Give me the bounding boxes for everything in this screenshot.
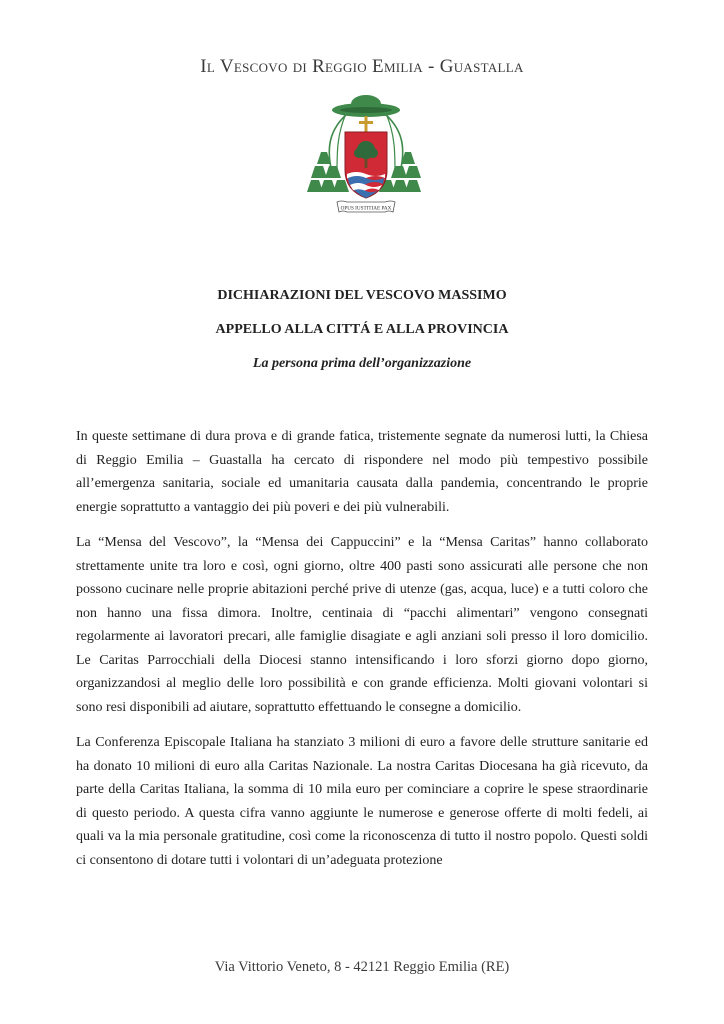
body-text — [76, 425, 648, 884]
title-line-1: DICHIARAZIONI DEL VESCOVO MASSIMO — [217, 288, 507, 303]
footer-address: Via Vittorio Veneto, 8 - 42121 Reggio Emilia (RE) — [214, 959, 510, 975]
paragraph-1: In queste settimane di dura prova e di grande fatica, tristemente segnate da numerosi lutti, la Chiesa di Reggio Emilia – Guastalla ha cercato di rispondere nel modo più tempestivo possibile all’emergenza sanitaria, sociale ed umanitaria causata dalla pandemia, concentrando le proprie energie soprattutto a vantaggio dei più poveri e dei più vulnerabili. — [76, 429, 648, 515]
paragraph-2: La “Mensa del Vescovo”, la “Mensa dei Cappuccini” e la “Mensa Caritas” hanno collaborato strettamente unite tra loro e così, ogni giorno, oltre 400 pasti sono assicurati alle persone che non possono cucinare nelle proprie abitazioni perché prive di utenze (gas, acqua, luce) e a tutti coloro che non hanno una fissa dimora. Inoltre, centinaia di “pacchi alimentari” vengono consegnati regolarmente ai lavoratori precari, alle famiglie disagiate e agli anziani soli presso il loro domicilio. Le Caritas Parrocchiali della Diocesi stanno intensificando i loro sforzi giorno dopo giorno, organizzandosi al meglio delle loro possibilità e con grande efficienza. Molti giovani volontari si sono resi disponibili ad aiutare, soprattutto effettuando le consegne a domicilio. — [76, 535, 648, 715]
subtitle: La persona prima dell’organizzazione — [252, 356, 472, 371]
episcopal-coat-of-arms — [307, 90, 425, 225]
letterhead-title: Il Vescovo di Reggio Emilia - Guastalla — [200, 56, 524, 77]
paragraph-3: La Conferenza Episcopale Italiana ha stanziato 3 milioni di euro a favore delle strutture sanitarie ed ha donato 10 milioni di euro alla Caritas Nazionale. La nostra Caritas Diocesana ha già ricevuto, da parte della Caritas Italiana, la somma di 10 mila euro per cominciare a coprire le spese straordinarie di questo periodo. A questa cifra vanno aggiunte le numerose e generose offerte di molti fedeli, ai quali va la mia personale gratitudine, così come la riconoscenza di tutto il nostro popolo. Questi soldi ci consentono di dotare tutti i volontari di un’adeguata protezione — [76, 735, 648, 868]
crest-motto: OPUS IUSTITIAE PAX — [340, 205, 392, 212]
title-line-2: APPELLO ALLA CITTÁ E ALLA PROVINCIA — [215, 322, 509, 337]
